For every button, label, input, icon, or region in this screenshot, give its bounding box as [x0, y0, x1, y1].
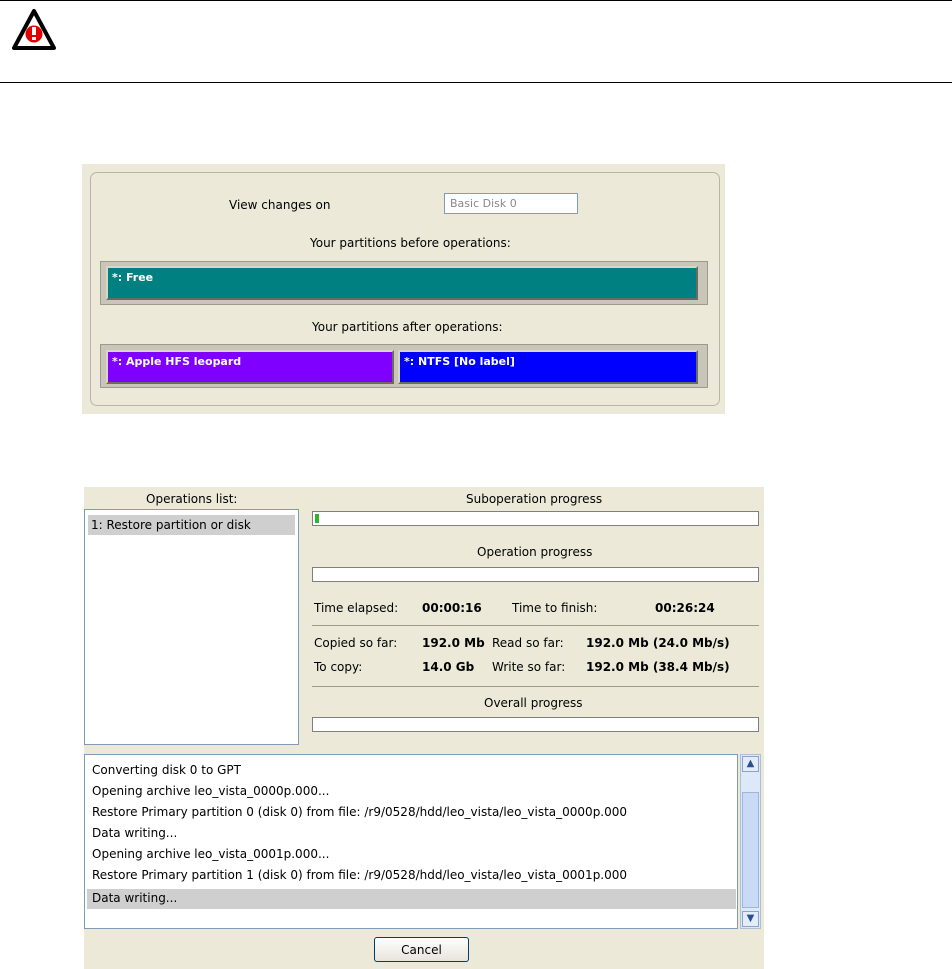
- read-so-far-value: 192.0 Mb (24.0 Mb/s): [586, 636, 730, 650]
- operation-progress-label: Operation progress: [477, 545, 593, 559]
- scroll-thumb[interactable]: [742, 792, 759, 908]
- after-operations-label: Your partitions after operations:: [312, 320, 503, 334]
- log-line: Converting disk 0 to GPT: [92, 763, 241, 777]
- scroll-up-icon[interactable]: ▲: [742, 756, 759, 772]
- section-divider: [0, 82, 952, 83]
- log-line: Data writing...: [92, 891, 178, 905]
- warning-triangle-icon: [11, 8, 57, 52]
- time-to-finish-value: 00:26:24: [655, 601, 715, 615]
- operations-list-label: Operations list:: [146, 492, 238, 506]
- log-line: Restore Primary partition 0 (disk 0) from file: /r9/0528/hdd/leo_vista/leo_vista_0000p.000: [92, 805, 628, 819]
- time-elapsed-label: Time elapsed:: [314, 601, 399, 615]
- partition-apple-hfs[interactable]: *: Apple HFS leopard: [106, 350, 394, 384]
- suboperation-progress-bar: [312, 511, 759, 526]
- log-line: Opening archive leo_vista_0001p.000...: [92, 847, 330, 861]
- time-to-finish-label: Time to finish:: [512, 601, 598, 615]
- log-list[interactable]: [84, 754, 738, 929]
- disk-selector-field[interactable]: Basic Disk 0: [444, 193, 578, 214]
- log-line: Opening archive leo_vista_0000p.000...: [92, 784, 330, 798]
- log-selected-row: [87, 889, 736, 909]
- suboperation-progress-label: Suboperation progress: [466, 492, 603, 506]
- time-elapsed-value: 00:00:16: [422, 601, 482, 615]
- scroll-down-icon[interactable]: ▼: [742, 911, 759, 927]
- suboperation-progress-fill: [315, 514, 319, 523]
- operations-list[interactable]: [84, 509, 299, 745]
- to-copy-value: 14.0 Gb: [422, 660, 475, 674]
- copied-so-far-value: 192.0 Mb: [422, 636, 485, 650]
- partition-free[interactable]: *: Free: [106, 266, 698, 300]
- log-scrollbar[interactable]: [740, 754, 761, 929]
- operation-progress-bar: [312, 567, 759, 582]
- write-so-far-value: 192.0 Mb (38.4 Mb/s): [586, 660, 730, 674]
- view-changes-label: View changes on: [229, 198, 331, 212]
- operation-item[interactable]: 1: Restore partition or disk: [88, 515, 295, 535]
- to-copy-label: To copy:: [314, 660, 363, 674]
- cancel-button[interactable]: Cancel: [374, 937, 469, 962]
- overall-progress-bar: [312, 717, 759, 732]
- partition-ntfs[interactable]: *: NTFS [No label]: [398, 350, 698, 384]
- before-operations-label: Your partitions before operations:: [310, 236, 511, 250]
- log-line: Restore Primary partition 1 (disk 0) from file: /r9/0528/hdd/leo_vista/leo_vista_0001p.000: [92, 868, 628, 882]
- write-so-far-label: Write so far:: [492, 660, 566, 674]
- copied-so-far-label: Copied so far:: [314, 636, 398, 650]
- log-line: Data writing...: [92, 826, 178, 840]
- stats-divider-bottom: [312, 686, 759, 687]
- overall-progress-label: Overall progress: [484, 696, 583, 710]
- stats-divider-top: [312, 625, 759, 626]
- read-so-far-label: Read so far:: [492, 636, 564, 650]
- top-divider: [0, 0, 952, 1]
